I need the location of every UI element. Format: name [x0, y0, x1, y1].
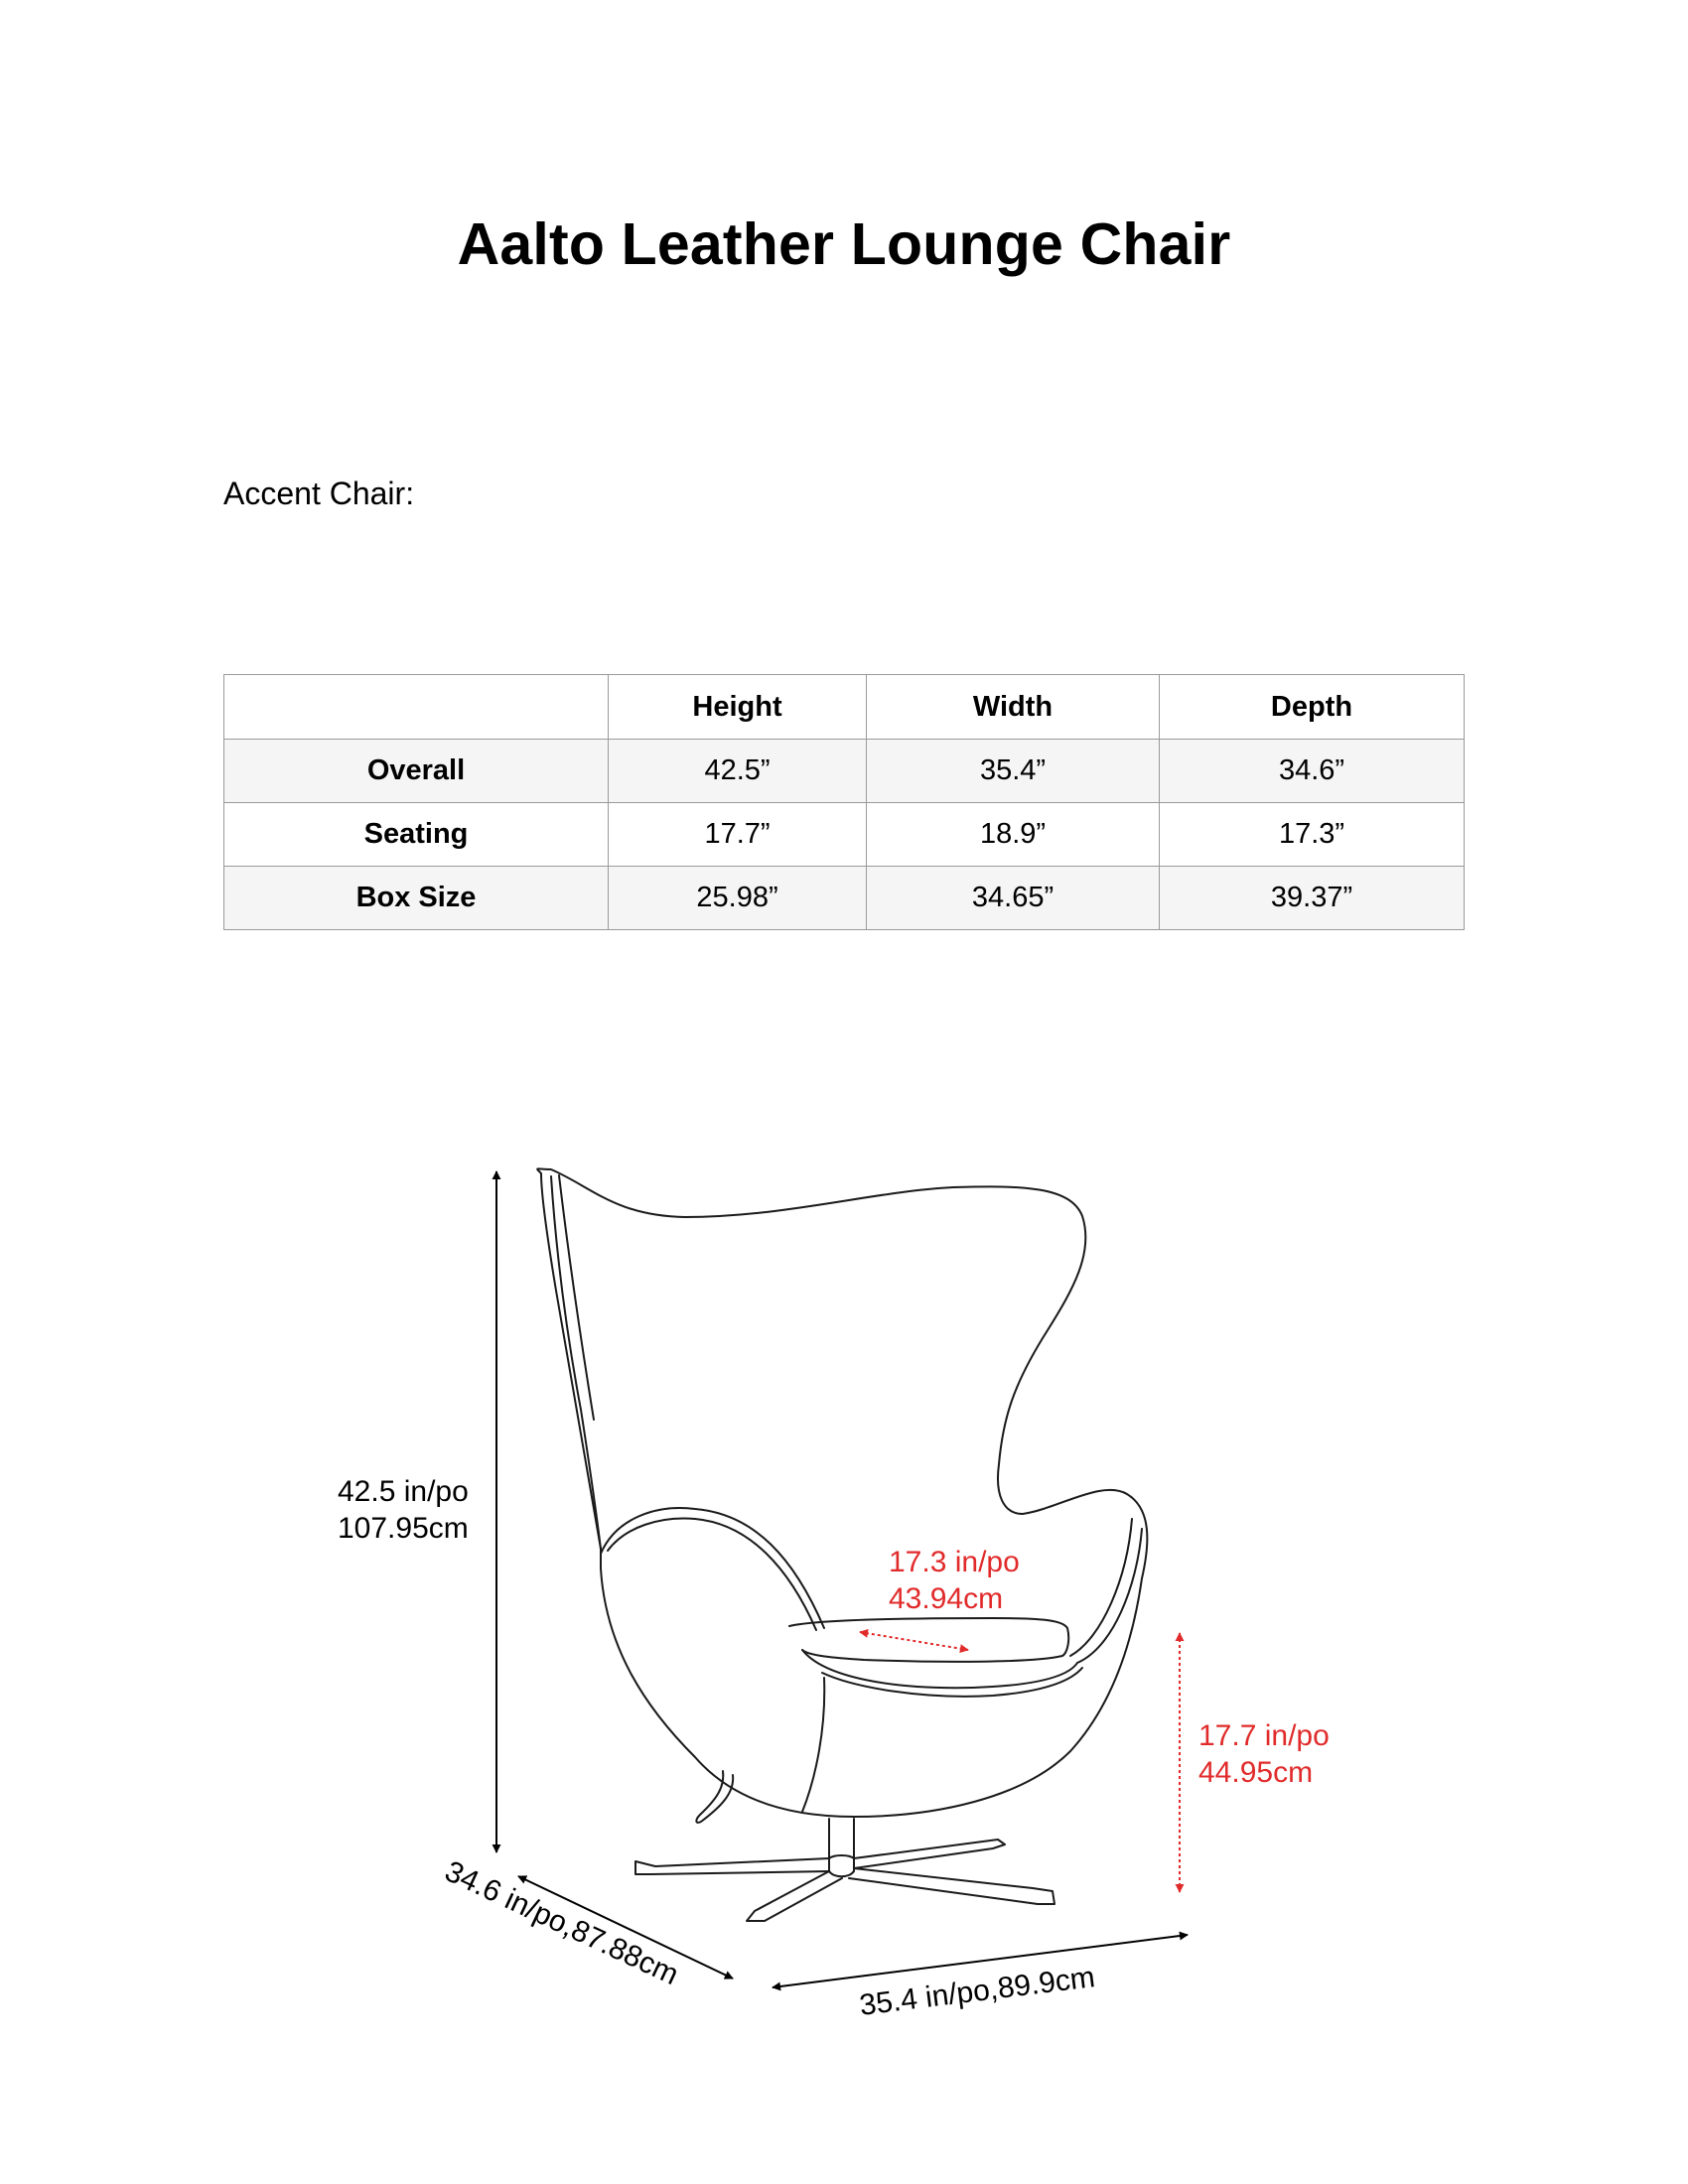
row-label-seating: Seating	[224, 803, 609, 867]
seat-depth-label-imperial: 17.3 in/po	[889, 1546, 1020, 1578]
table-cell: 39.37”	[1160, 867, 1465, 930]
table-header-height: Height	[609, 675, 867, 740]
table-cell: 34.65”	[867, 867, 1160, 930]
depth-label: 34.6 in/po,87.88cm	[440, 1854, 684, 1992]
height-label-imperial: 42.5 in/po	[338, 1475, 469, 1508]
seat-height-label-metric: 44.95cm	[1198, 1756, 1314, 1789]
table-cell: 35.4”	[867, 740, 1160, 803]
table-cell: 17.3”	[1160, 803, 1465, 867]
table-cell: 25.98”	[609, 867, 867, 930]
seat-depth-dimension-line	[860, 1632, 968, 1650]
width-label: 35.4 in/po,89.9cm	[857, 1961, 1097, 2022]
seat-depth-label-metric: 43.94cm	[889, 1582, 1004, 1615]
page-title: Aalto Leather Lounge Chair	[457, 211, 1231, 277]
section-subtitle: Accent Chair:	[223, 476, 415, 511]
height-label-metric: 107.95cm	[338, 1512, 469, 1545]
table-cell: 18.9”	[867, 803, 1160, 867]
table-cell: 34.6”	[1160, 740, 1465, 803]
table-cell: 42.5”	[609, 740, 867, 803]
row-label-overall: Overall	[224, 740, 609, 803]
table-header-depth: Depth	[1160, 675, 1465, 740]
table-cell: 17.7”	[609, 803, 867, 867]
table-header-width: Width	[867, 675, 1160, 740]
row-label-box-size: Box Size	[224, 867, 609, 930]
seat-height-label-imperial: 17.7 in/po	[1198, 1719, 1330, 1752]
chair-outline	[537, 1168, 1147, 1921]
